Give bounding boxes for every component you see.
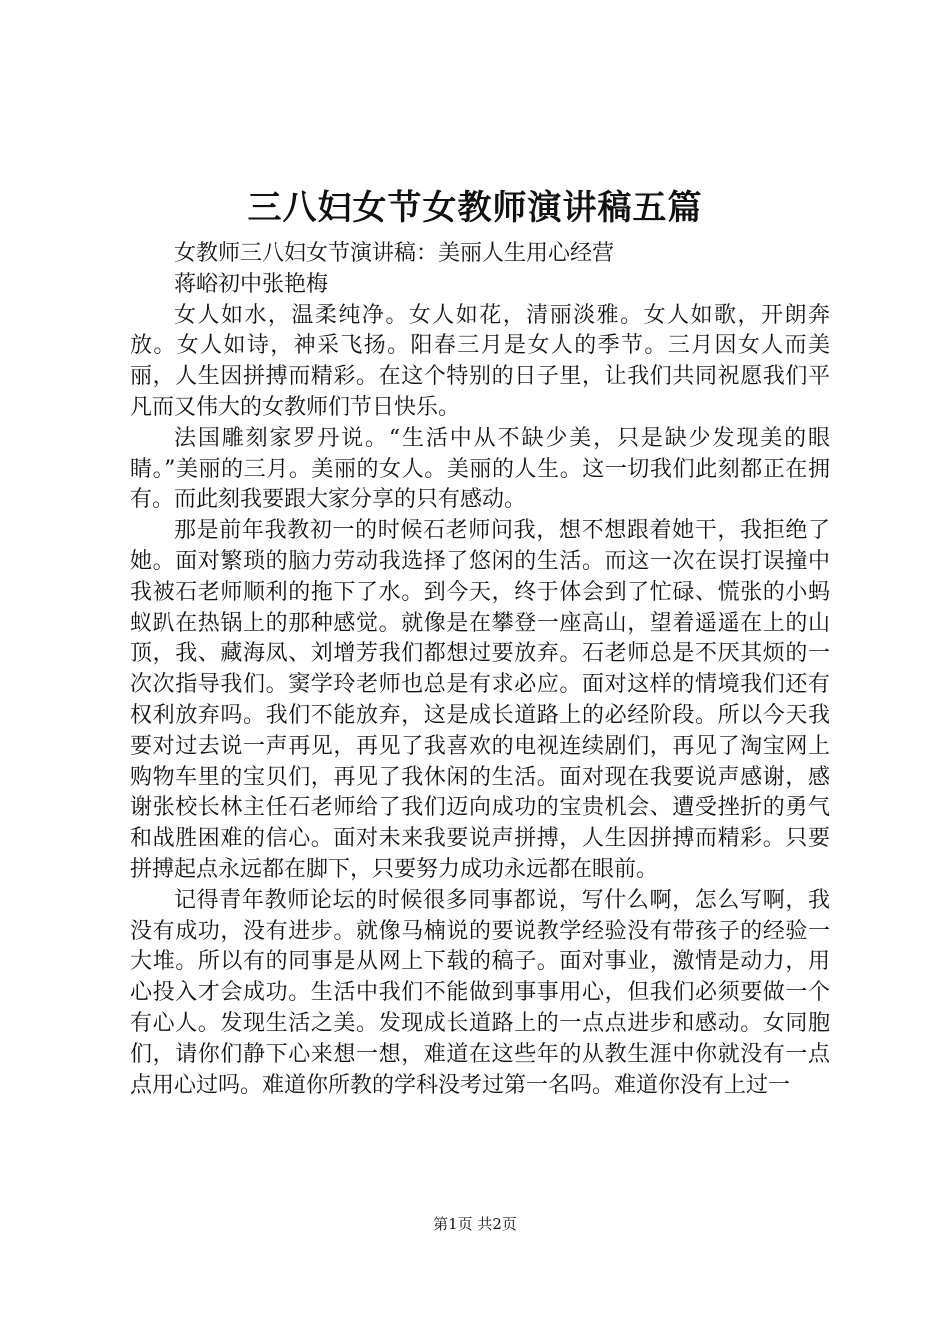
paragraph: 法国雕刻家罗丹说。“生活中从不缺少美，只是缺少发现美的眼睛。”美丽的三月。美丽的女人。美丽的人生。这一切我们此刻都正在拥有。而此刻我要跟大家分享的只有感动。 [130,425,830,513]
page-number-footer: 第1页 共2页 [433,1215,517,1233]
paragraph: 女人如水，温柔纯净。女人如花，清丽淡雅。女人如歌，开朗奔放。女人如诗，神采飞扬。阳春三月是女人的季节。三月因女人而美丽，人生因拼搏而精彩。在这个特别的日子里，让我们共同祝愿我们平凡而又伟大的女教师们节日快乐。 [130,302,830,420]
author-line: 蒋峪初中张艳梅 [174,271,329,297]
document-title: 三八妇女节女教师演讲稿五篇 [247,188,703,228]
document-body [130,239,830,1101]
subtitle-line: 女教师三八妇女节演讲稿：美丽人生用心经营 [174,241,615,266]
paragraph: 那是前年我教初一的时候石老师问我，想不想跟着她干，我拒绝了她。面对繁琐的脑力劳动我选择了悠闲的生活。而这一次在误打误撞中我被石老师顺利的拖下了水。到今天，终于体会到了忙碌、慌张的小蚂蚁趴在热锅上的那种感觉。就像是在攀登一座高山，望着遥遥在上的山顶，我、藏海凤、刘增芳我们都想过要放弃。石老师总是不厌其烦的一次次指导我们。窦学玲老师也总是有求必应。面对这样的情境我们还有权利放弃吗。我们不能放弃，这是成长道路上的必经阶段。所以今天我要对过去说一声再见，再见了我喜欢的电视连续剧们，再见了淘宝网上购物车里的宝贝们，再见了我休闲的生活。面对现在我要说声感谢，感谢张校长林主任石老师给了我们迈向成功的宝贵机会、遭受挫折的勇气和战胜困难的信心。面对未来我要说声拼搏，人生因拼搏而精彩。只要拼搏起点永远都在脚下，只要努力成功永远都在眼前。 [130,518,830,882]
paragraph: 记得青年教师论坛的时候很多同事都说，写什么啊，怎么写啊，我没有成功，没有进步。就像马楠说的要说教学经验没有带孩子的经验一大堆。所以有的同事是从网上下载的稿子。面对事业，激情是动力，用心投入才会成功。生活中我们不能做到事事用心，但我们必须要做一个有心人。发现生活之美。发现成长道路上的一点点进步和感动。女同胞们，请你们静下心来想一想，难道在这些年的从教生涯中你就没有一点点用心过吗。难道你所教的学科没考过第一名吗。难道你没有上过一 [130,887,830,1098]
